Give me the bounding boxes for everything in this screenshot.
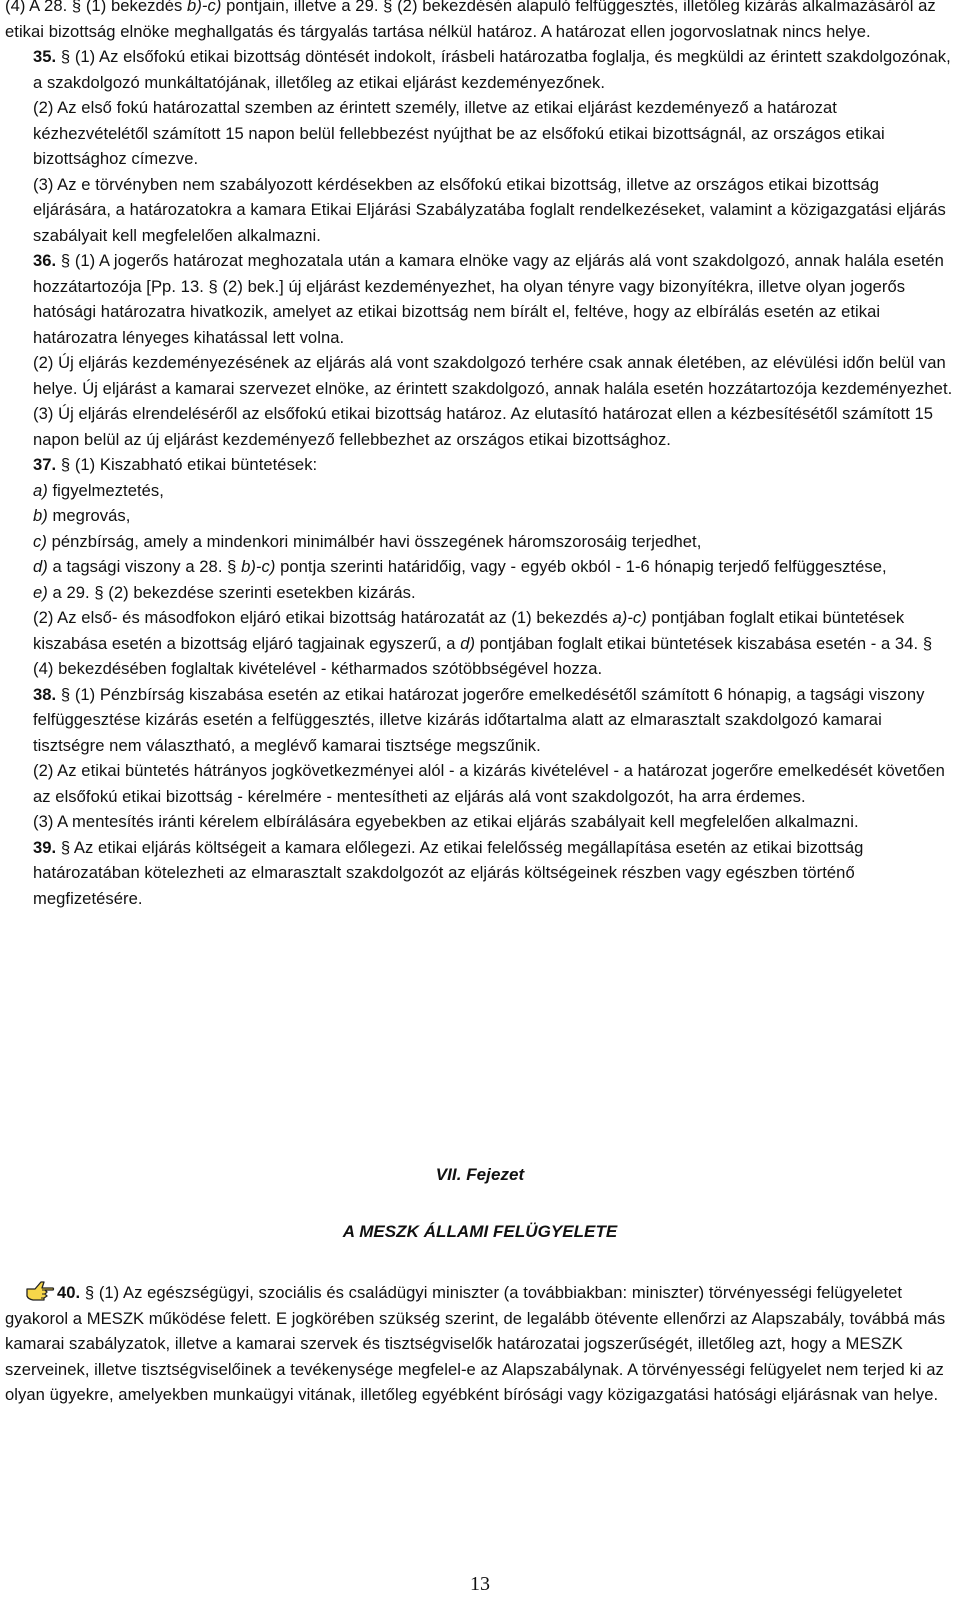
italic-text: b)-c) xyxy=(241,557,276,576)
italic-text: d) xyxy=(33,557,48,576)
italic-text: d) xyxy=(460,633,476,653)
paragraph-p37-b xyxy=(5,503,955,529)
text-run: pontjában foglalt etikai büntetések kiszabása esetén a bizottság eljáró tagjainak egyszerű, a xyxy=(33,608,905,653)
text-run: (2) Az első fokú határozattal szemben az érintett személy, illetve az etikai eljárást kezdeményező a határozat kézhezvételétől számított 15 napon belül fellebbezést nyújthat be az elsőfokú etikai bizottságnál, az országos etikai bizottsághoz címezve. xyxy=(33,98,885,168)
document-body xyxy=(5,0,955,911)
paragraph-p35-2 xyxy=(5,95,955,172)
text-run: pontjain, illetve a 29. § (2) bekezdésén alapuló felfüggesztés, illetőleg kizárás alkalmazásáról az etikai bizottság elnöke meghallgatás és tárgyalás tartása nélkül határoz. A határozat ellen jogorvoslatnak nincs helye. xyxy=(5,0,936,41)
text-run: (2) Új eljárás kezdeményezésének az eljárás alá vont szakdolgozó terhére csak annak életében, az elévülési időn belül van helye. Új eljárást a kamarai szervezet elnöke, az érintett szakdolgozó, annak halála esetén hozzátartozója kezdeményezhet. xyxy=(33,353,953,398)
paragraph-p37-c xyxy=(5,529,955,555)
paragraph-p36-3 xyxy=(5,401,955,452)
paragraph-p38-2 xyxy=(5,758,955,809)
section-number: 38. xyxy=(33,684,57,704)
italic-text: e) xyxy=(33,582,48,602)
paragraph-p34-4 xyxy=(5,0,955,44)
section-number: 35. xyxy=(33,47,57,66)
text-run: a 29. § (2) bekezdése szerinti esetekben kizárás. xyxy=(47,582,416,602)
text-run: pontjában foglalt etikai büntetések kiszabása esetén - a 34. § (4) bekezdésében foglaltak kivételével - kétharmados szótöbbségével hozza. xyxy=(33,633,933,678)
section-text: § (1) Az egészségügyi, szociális és családügyi miniszter (a továbbiakban: miniszter) törvényességi felügyeletet gyakorol a MESZK működése felett. E jogkörében szükség szerint, de legalább ötévente ellenőrzi az Alapszabály, továbbá más kamarai szabályzatok, illetve a kamarai szervek és tisztségviselők határozatai jogszerűségét, illetőleg azt, hogy a MESZK szerveinek, illetve tisztségviselőinek a tevékenysége megfelel-e az Alapszabálynak. A törvényességi felügyelet nem terjed ki az olyan ügyekre, amelyekben munkaügyi vitának, illetőleg egyébként bírósági vagy közigazgatási hatósági eljárásnak van helye. xyxy=(5,1283,946,1404)
text-run: § (1) Pénzbírság kiszabása esetén az etikai határozat jogerőre emelkedésétől számított 6 hónapig, a tagsági viszony felfüggesztése kizárás esetén a felfüggesztés, illetve kizárás időtartalma alatt az elmarasztalt szakdolgozó kamarai tisztségre nem választható, a meglévő kamarai tisztsége megszűnik. xyxy=(33,684,925,755)
paragraph-p37-e xyxy=(5,580,955,606)
italic-text: a)-c) xyxy=(612,608,647,627)
paragraph-p36-1 xyxy=(5,248,955,350)
paragraph-p39 xyxy=(5,835,955,912)
text-run: (2) Az etikai büntetés hátrányos jogkövetkezményei alól - a kizárás kivételével - a határozat jogerőre emelkedését követően az elsőfokú etikai bizottság - kérelmére - mentesítheti az eljárás alá vont szakdolgozót, ha arra érdemes. xyxy=(33,761,945,806)
text-run: pontja szerinti határidőig, vagy - egyéb okból - 1-6 hónapig terjedő felfüggesztése, xyxy=(275,557,887,576)
section-40-paragraph xyxy=(5,1279,955,1408)
paragraph-p35-3 xyxy=(5,172,955,249)
italic-text: b) xyxy=(33,506,48,525)
text-run: (4) A 28. § (1) bekezdés xyxy=(5,0,188,15)
paragraph-p38-1 xyxy=(5,682,955,759)
italic-text: c) xyxy=(33,531,47,551)
text-run: § Az etikai eljárás költségeit a kamara előlegezi. Az etikai felelősség megállapítása esetén az etikai bizottság határozatában kötelezheti az elmarasztalt szakdolgozót az eljárás költségeinek részben vagy egészben történő megfizetésére. xyxy=(33,837,864,908)
text-run: § (1) Az elsőfokú etikai bizottság döntését indokolt, írásbeli határozatba foglalja, és megküldi az érintett szakdolgozónak, a szakdolgozó munkáltatójának, illetőleg az etikai eljárást kezdeményezőnek. xyxy=(33,47,951,92)
text-run: (3) A mentesítés iránti kérelem elbírálására egyebekben az etikai eljárás szabályait kell megfelelően alkalmazni. xyxy=(33,812,859,831)
text-run: § (1) A jogerős határozat meghozatala után a kamara elnöke vagy az eljárás alá vont szakdolgozó, annak halála esetén hozzátartozója [Pp. 13. § (2) bek.] új eljárást kezdeményezhet, ha olyan tényre vagy bizonyítékra, illetve olyan jogerős hatósági határozatra hivatkozik, amelyet az etikai bizottság nem bírált el, feltéve, hogy az elbírálás esetén az etikai határozatra lényeges kihatással lett volna. xyxy=(33,251,944,347)
text-run: § (1) Kiszabható etikai büntetések: xyxy=(56,455,318,474)
section-number: 40. xyxy=(57,1283,81,1302)
text-run: pénzbírság, amely a mindenkori minimálbér havi összegének háromszorosáig terjedhet, xyxy=(46,531,702,551)
text-run: (3) Új eljárás elrendeléséről az elsőfokú etikai bizottság határoz. Az elutasító határozat ellen a kézbesítésétől számított 15 napon belül az új eljárást kezdeményező fellebbezhet az országos etikai bizottsághoz. xyxy=(33,404,934,449)
page-number: 13 xyxy=(469,1573,491,1595)
paragraph-p37-1 xyxy=(5,452,955,478)
text-run: (2) Az első- és másodfokon eljáró etikai bizottság határozatát az (1) bekezdés xyxy=(33,608,613,627)
section-number: 37. xyxy=(33,455,57,474)
text-run: (3) Az e törvényben nem szabályozott kérdésekben az elsőfokú etikai bizottság, illetve az országos etikai bizottság eljárására, a határozatokra a kamara Etikai Eljárási Szabályzatába foglalt rendelkezéseket, valamint a közigazgatási eljárás szabályait kell megfelelően alkalmazni. xyxy=(33,174,946,245)
section-number: 39. xyxy=(33,837,57,857)
italic-text: a) xyxy=(33,480,48,500)
chapter-title: A MESZK ÁLLAMI FELÜGYELETE xyxy=(342,1222,618,1241)
text-run: megrovás, xyxy=(47,506,131,525)
pointing-hand-icon xyxy=(25,1279,55,1303)
italic-text: b)-c) xyxy=(187,0,222,15)
text-run: figyelmeztetés, xyxy=(47,480,164,500)
section-number: 36. xyxy=(33,251,57,270)
paragraph-p37-2 xyxy=(5,605,955,682)
chapter-number: VII. Fejezet xyxy=(435,1165,525,1184)
paragraph-p37-a xyxy=(5,478,955,504)
paragraph-p38-3 xyxy=(5,809,955,835)
text-run: a tagsági viszony a 28. § xyxy=(47,557,242,576)
paragraph-p37-d xyxy=(5,554,955,580)
paragraph-p36-2 xyxy=(5,350,955,401)
paragraph-p35-1 xyxy=(5,44,955,95)
